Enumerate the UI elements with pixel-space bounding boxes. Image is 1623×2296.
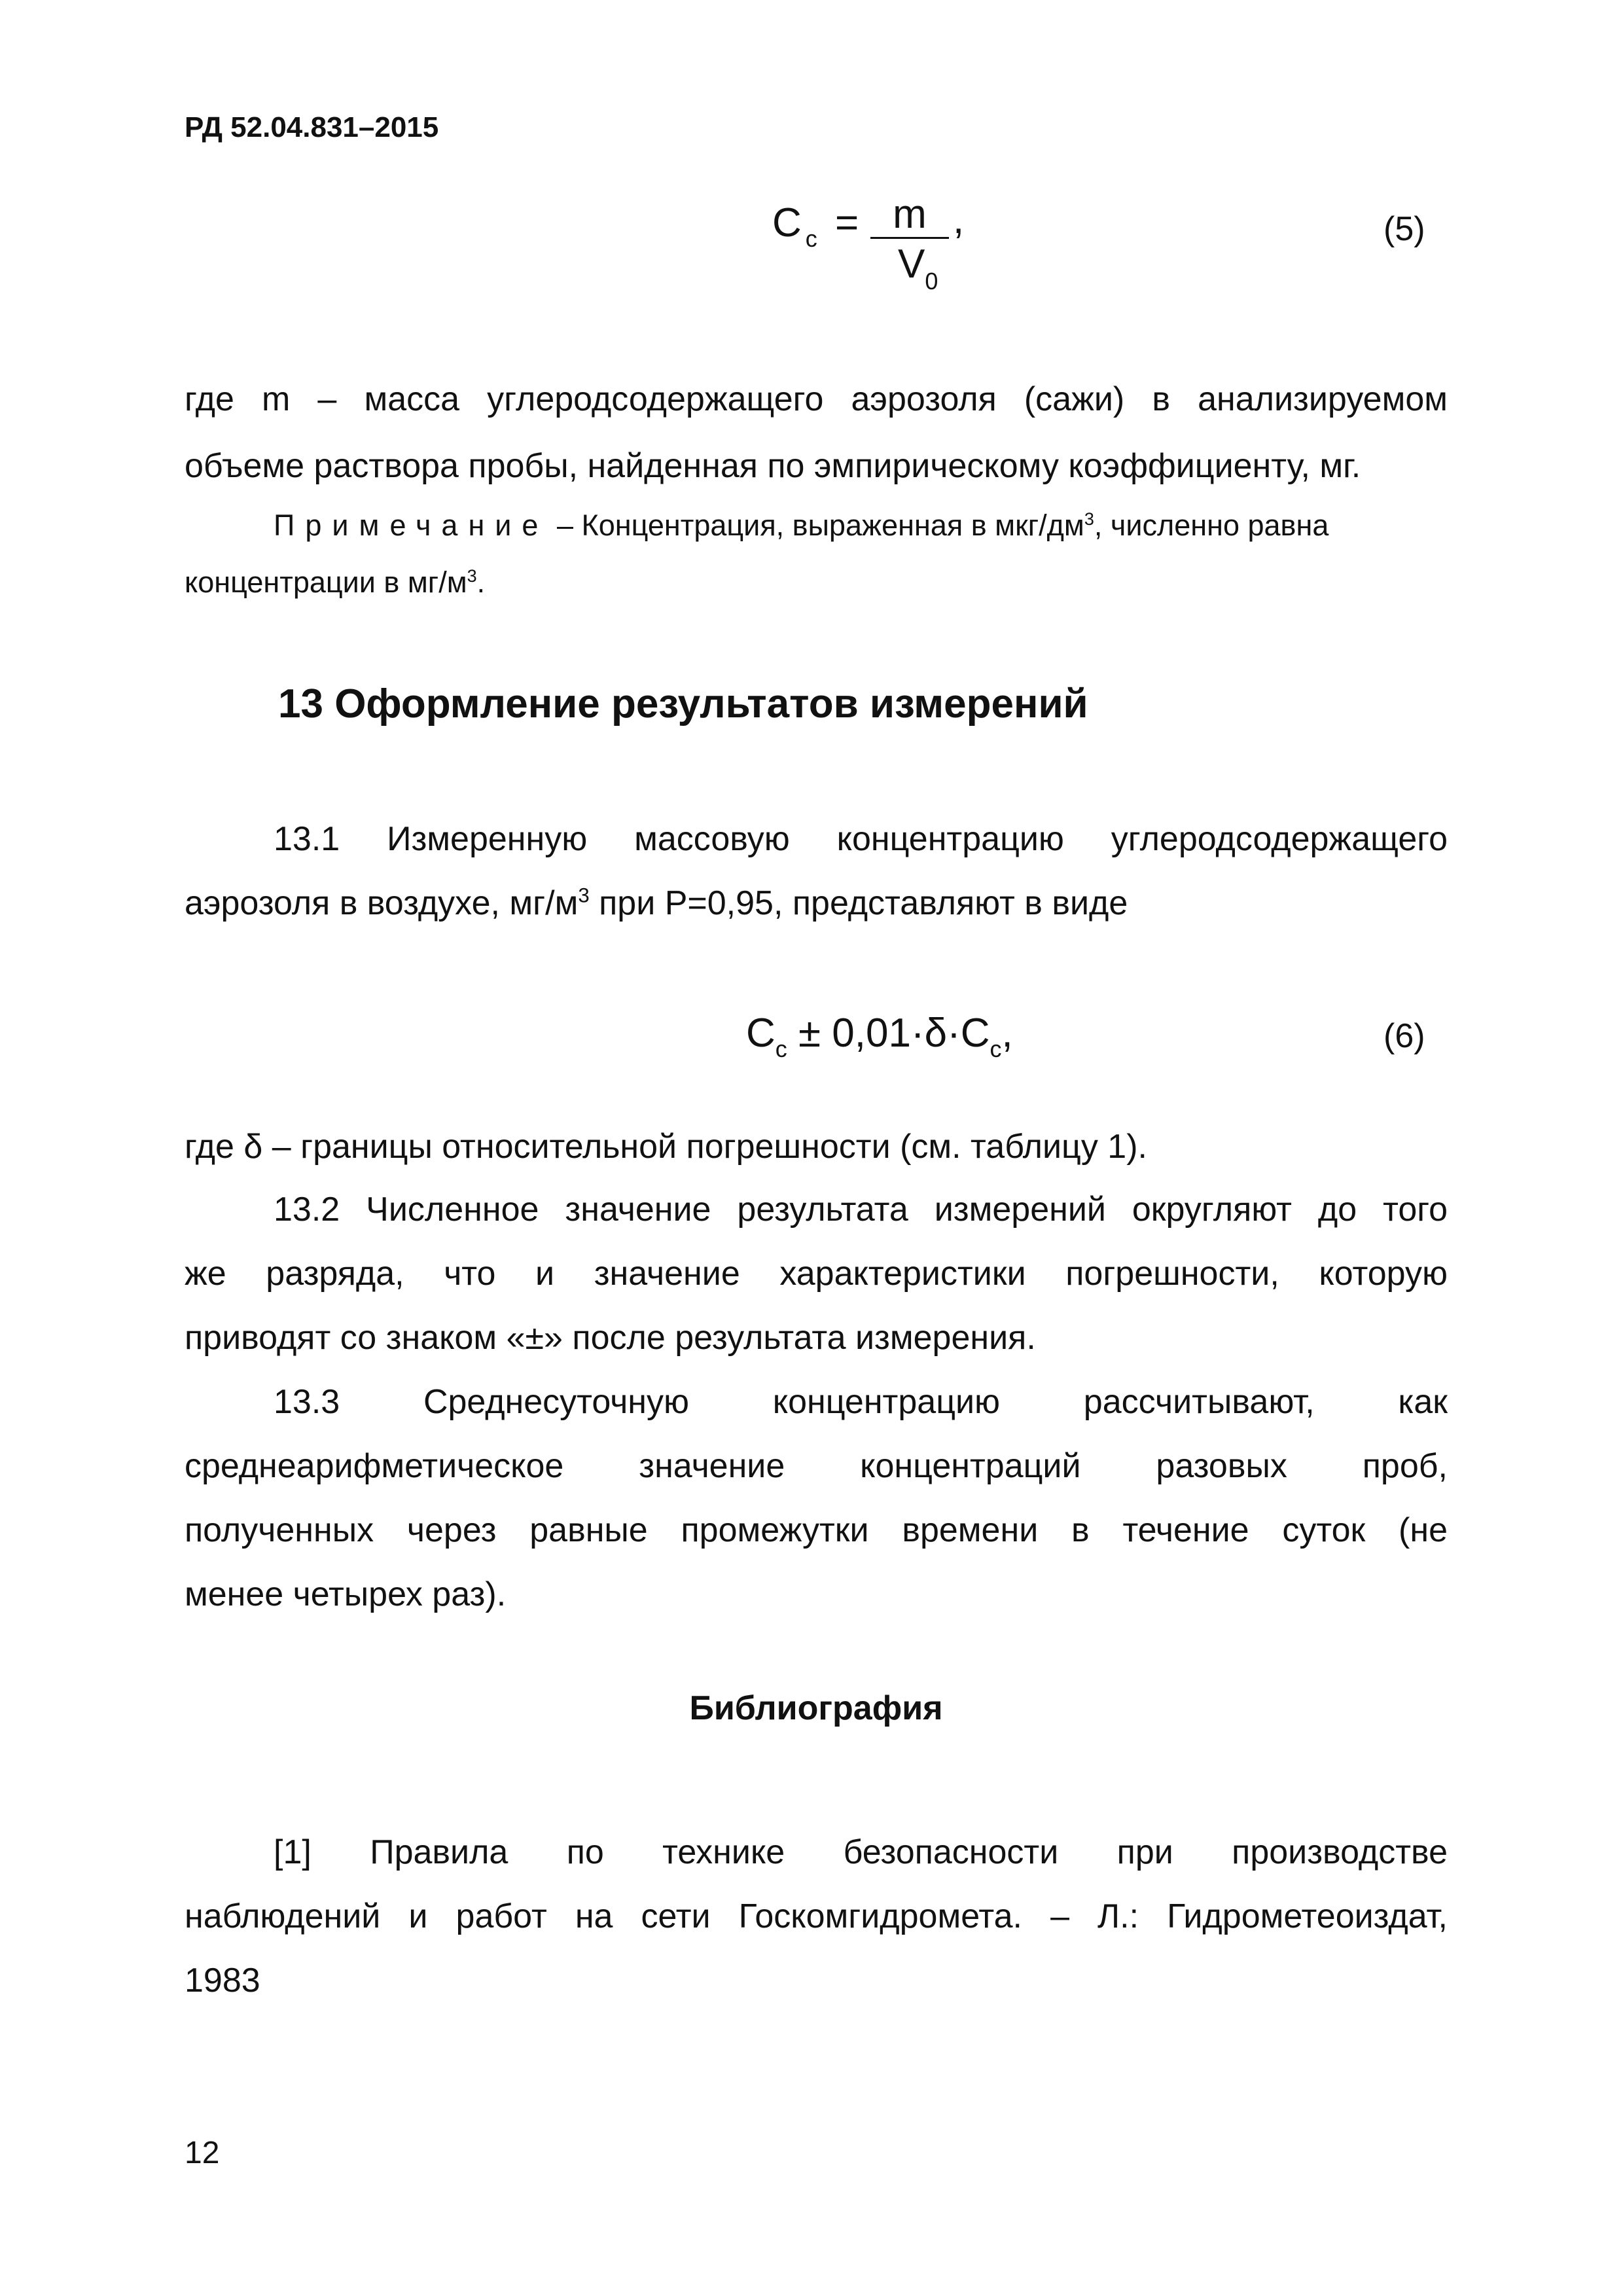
para-13-2-line-1: 13.2 Численное значение результата измерений округляют до того (274, 1191, 1448, 1229)
para-13-3-line-4: менее четырех раз). (185, 1575, 507, 1613)
equation-number-5: (5) (1383, 210, 1425, 248)
where-m-line-1: где m – масса углеродсодержащего аэрозоля (сажи) в анализируемом (185, 380, 1448, 418)
para-13-3-line-2: среднеарифметическое значение концентраций разовых проб, (185, 1447, 1448, 1485)
formula-5-fraction-line (870, 237, 949, 239)
para-13-2-line-2: же разряда, что и значение характеристики погрешности, которую (185, 1255, 1448, 1293)
note-line-2: концентрации в $мг/м^3$. (185, 565, 486, 599)
note-line-1: Примечание – Концентрация, выраженная в мкг/$дм^3$, численно равна (274, 509, 1329, 542)
bibliography-heading: Библиография (689, 1689, 943, 1727)
para-13-2-line-3: приводят со знаком «±» после результата измерения. (185, 1319, 1036, 1357)
document-code: РД 52.04.831–2015 (185, 111, 439, 143)
formula-5-comma: , (953, 197, 965, 242)
bibliography-entry-1-line-3: 1983 (185, 1962, 260, 2000)
formula-6: $C_c \pm 0,01\cdot\delta\cdot C_c$, (746, 1011, 1013, 1062)
para-13-3-line-1: 13.3 Среднесуточную концентрацию рассчитывают, как (274, 1383, 1448, 1421)
formula-5-lhs: C (772, 200, 802, 245)
formula-5 (772, 200, 865, 252)
formula-5-numerator: m (893, 192, 927, 237)
where-m-line-2: объеме раствора пробы, найденная по эмпирическому коэффициенту, мг. (185, 447, 1361, 485)
formula-5-lhs-sub: c (805, 225, 817, 252)
bibliography-entry-1-line-1: [1] Правила по технике безопасности при производстве (274, 1833, 1448, 1871)
para-13-1-line-1: 13.1 Измеренную массовую концентрацию углеродсодержащего (274, 820, 1448, 858)
note-label: Примечание (274, 509, 549, 542)
formula-5-equals: = (835, 200, 859, 245)
para-13-1-line-2: аэрозоля в воздухе, $мг/м^3$ при P=0,95, представляют в виде (185, 884, 1128, 922)
page-number: 12 (185, 2136, 220, 2170)
section-13-heading: 13 Оформление результатов измерений (278, 681, 1088, 726)
where-delta: где δ – границы относительной погрешности (см. таблицу 1). (185, 1128, 1147, 1166)
para-13-3-line-3: полученных через равные промежутки времени в течение суток (не (185, 1511, 1448, 1549)
bibliography-entry-1-line-2: наблюдений и работ на сети Госкомгидромета. – Л.: Гидрометеоиздат, (185, 1897, 1448, 1935)
formula-5-denominator: $V_0$ (898, 242, 938, 295)
equation-number-6: (6) (1383, 1017, 1425, 1055)
